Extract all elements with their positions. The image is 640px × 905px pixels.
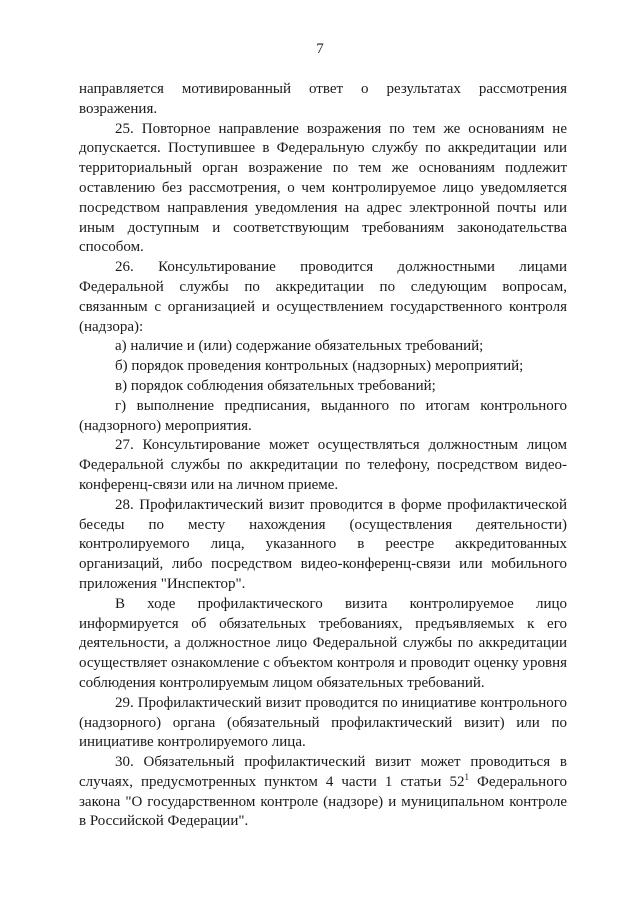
paragraph-27: 27. Консультирование может осуществляться должностным лицом Федеральной службы по аккредитации по телефону, посредством видео-конференц-связи или на личном приеме. (79, 437, 567, 493)
paragraph-29: 29. Профилактический визит проводится по инициативе контрольного (надзорного) органа (обязательный профилактический визит) или по инициативе контролируемого лица. (79, 694, 567, 751)
paragraph-25: 25. Повторное направление возражения по тем же основаниям не допускается. Поступившее в Федеральную службу по аккредитации или территориальный орган возражение по тем же основаниям подлежит оставлению без рассмотрения, о чем контролируемое лицо уведомляется посредством направления уведомления на адрес электронной почты или иным доступным и соответствующим требованиям законодательства способом. (79, 120, 567, 256)
superscript-reference: 1 (464, 771, 469, 782)
paragraph-26-item-b: б) порядок проведения контрольных (надзорных) мероприятий; (115, 358, 524, 375)
paragraph-26-item-g: г) выполнение предписания, выданного по итогам контрольного (надзорного) мероприятия. (79, 397, 567, 434)
document-body (79, 80, 567, 832)
paragraph-28-continuation: В ходе профилактического визита контролируемое лицо информируется об обязательных требованиях, предъявляемых к его деятельности, а должностное лицо Федеральной службы по аккредитации осуществляет ознакомление с объектом контроля и проводит оценку уровня соблюдения контролируемым лицом обязательных требований. (79, 595, 567, 691)
paragraph-26: 26. Консультирование проводится должностными лицами Федеральной службы по аккредитации по следующим вопросам, связанным с организацией и осуществлением государственного контроля (надзора): (79, 259, 567, 335)
paragraph-28: 28. Профилактический визит проводится в форме профилактической беседы по месту нахождения (осуществления деятельности) контролируемого лица, указанного в реестре аккредитованных организаций, либо посредством видео-конференц-связи или мобильного приложения "Инспектор". (79, 496, 567, 592)
paragraph-30-text-end: Федерального закона "О государственном контроле (надзоре) и муниципальном контроле в Российской Федерации". (79, 773, 567, 830)
paragraph-30 (79, 753, 567, 832)
paragraph-30-text-start: 30. Обязательный профилактический визит может проводиться в случаях, предусмотренных пунктом 4 части 1 статьи 52 (79, 754, 567, 790)
paragraph-26-item-a: а) наличие и (или) содержание обязательных требований; (115, 338, 484, 355)
paragraph-26-item-v: в) порядок соблюдения обязательных требований; (115, 377, 436, 394)
page-number: 7 (316, 41, 324, 57)
paragraph-continuation: направляется мотивированный ответ о результатах рассмотрения возражения. (79, 81, 567, 117)
